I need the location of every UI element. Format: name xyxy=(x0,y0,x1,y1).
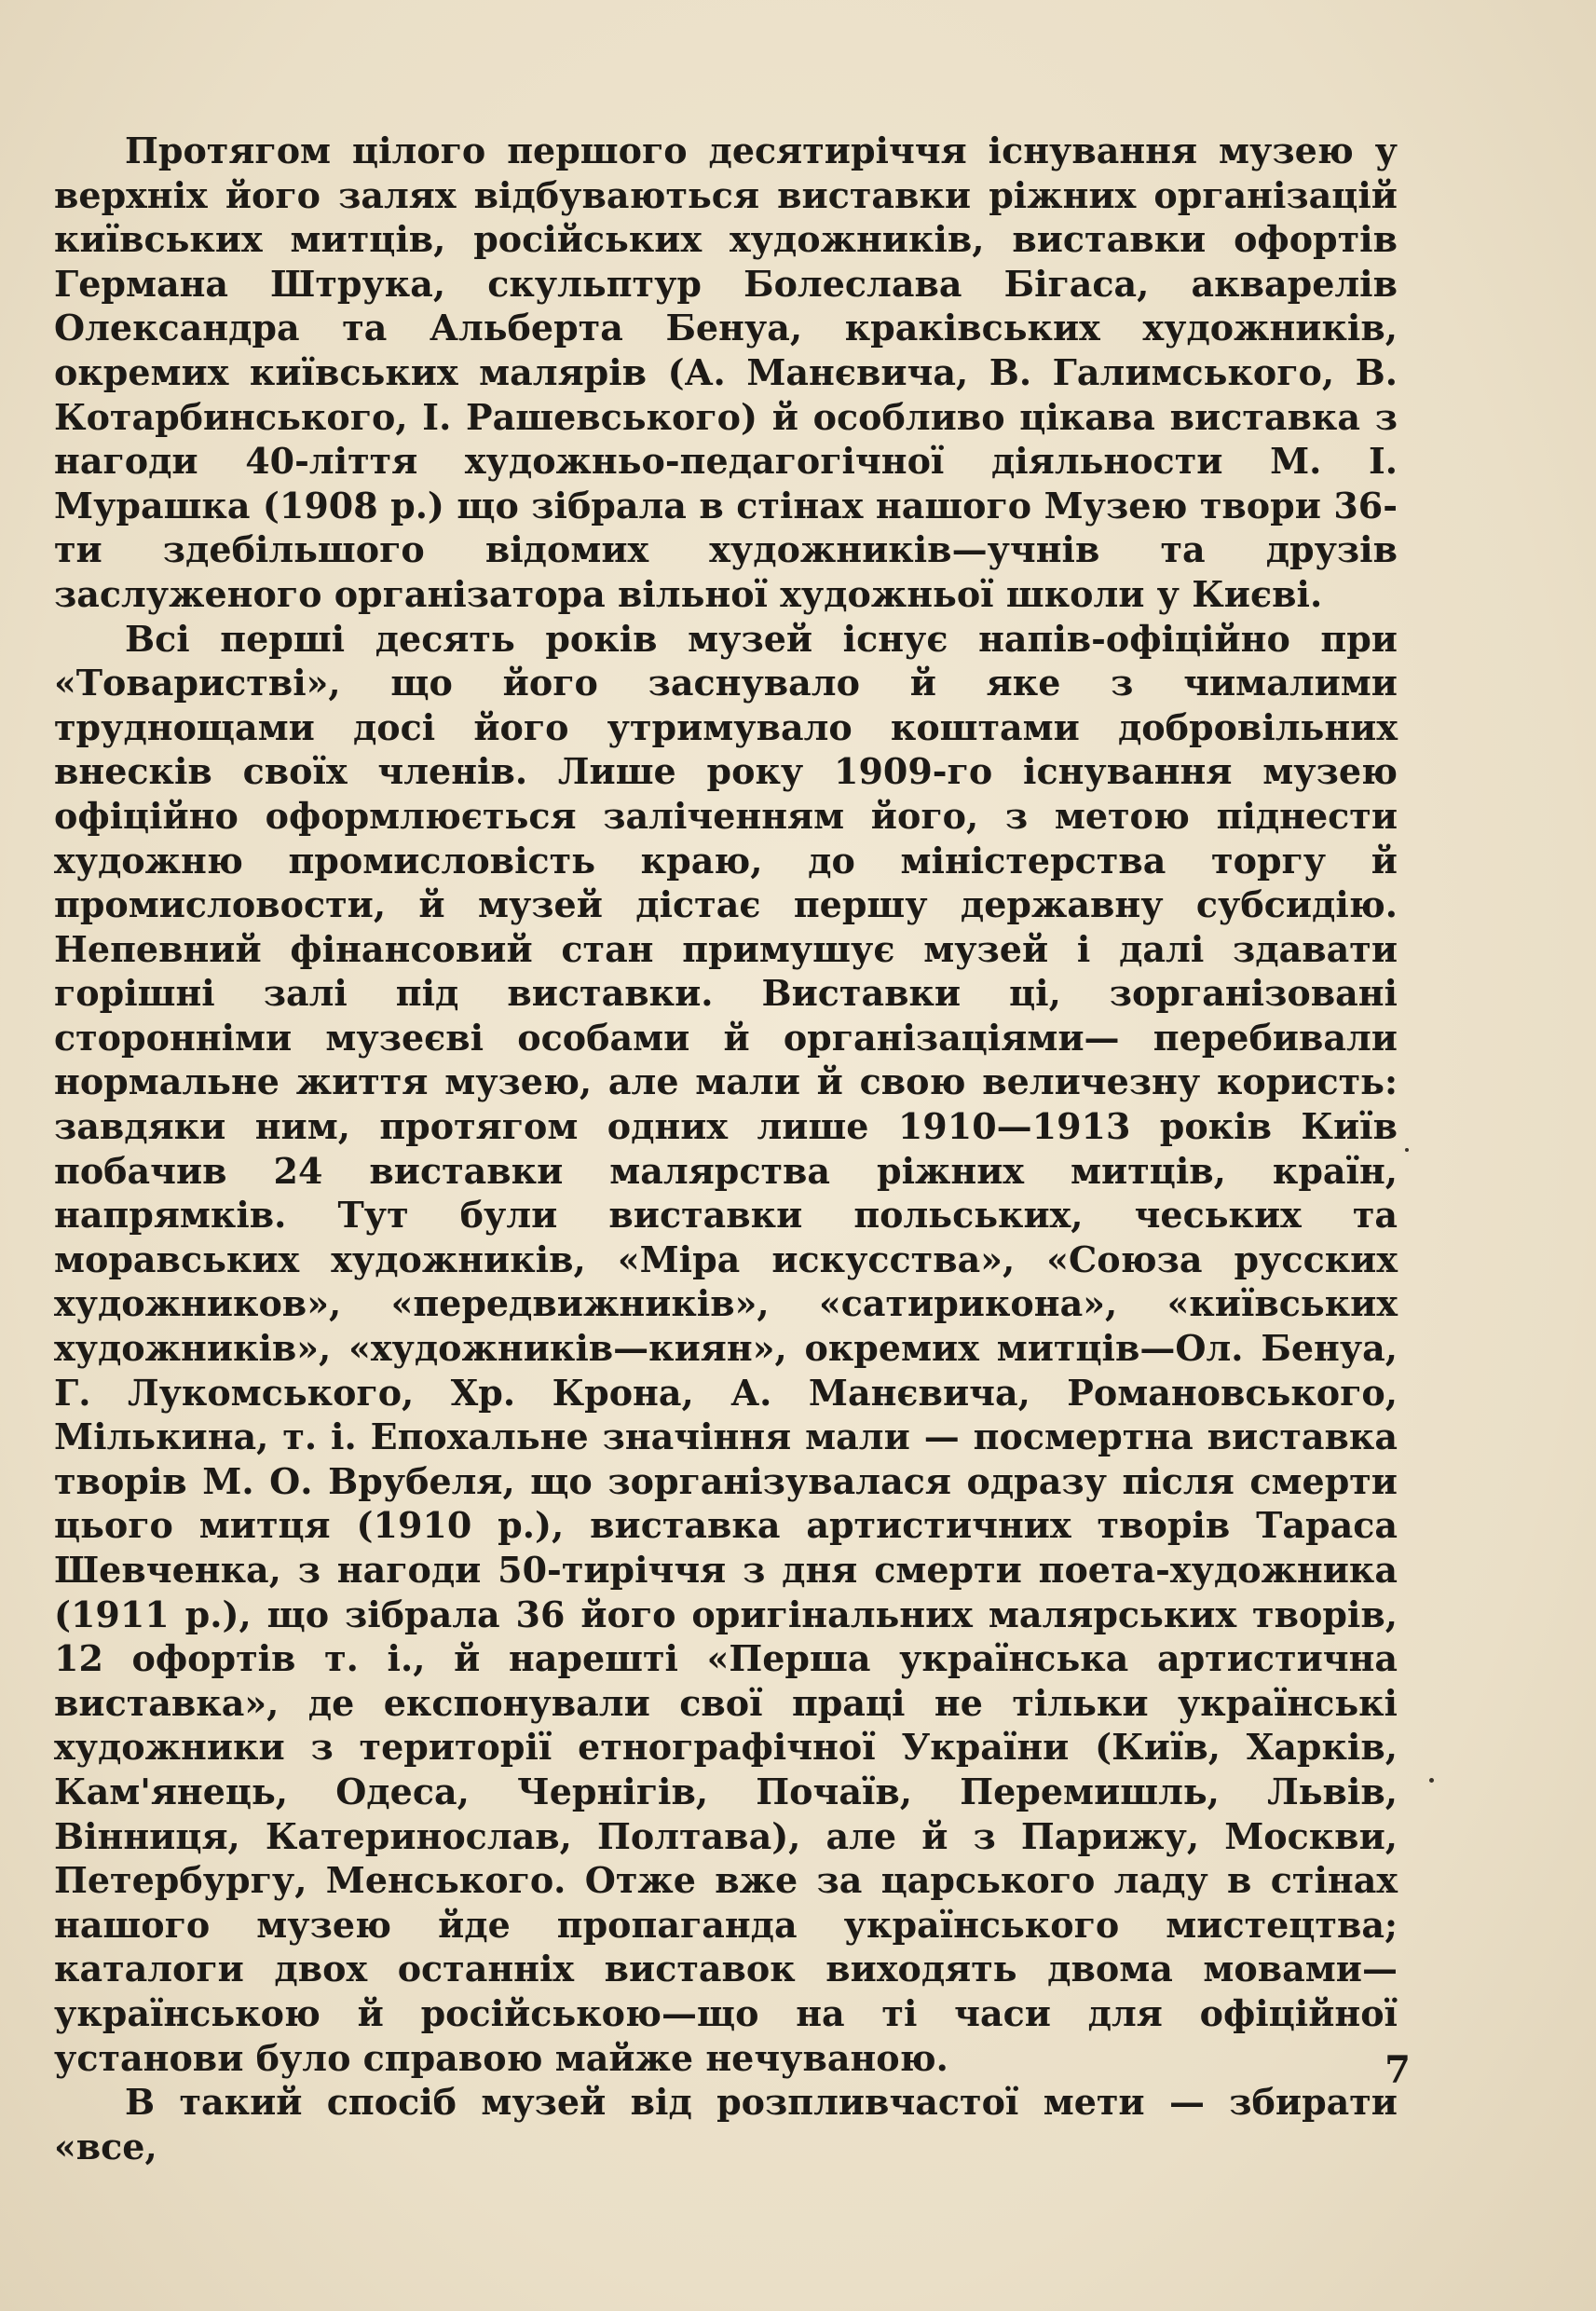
page-number: 7 xyxy=(1385,2048,1411,2092)
ink-speck xyxy=(1429,1778,1434,1783)
body-text xyxy=(54,129,1398,2168)
paragraph: Протягом цілого першого десятиріччя існування музею у верхніх його залях відбуваються виставки ріжних організацій київських митців, російських художників, виставки офортів Германа Штрука, скульптур Болеслава Бігаса, акварелів Олександра та Альберта Бенуа, краківських художників, окремих київських малярів (А. Манєвича, В. Галимського, В. Котарбинського, І. Рашевського) й особливо цікава виставка з нагоди 40-ліття художньо-педагогічної діяльности М. І. Мурашка (1908 р.) що зібрала в стінах нашого Музею твори 36-ти здебільшого відомих художників—учнів та друзів заслуженого організатора вільної художньої школи у Києві. xyxy=(54,130,1398,615)
ink-speck xyxy=(1405,1148,1409,1152)
paragraph: Всі перші десять років музей існує напів-офіційно при «Товаристві», що його заснувало й яке з чималими труднощами досі його утримувало коштами добровільних внесків своїх членів. Лише року 1909-го існування музею офіційно оформлюється заліченням його, з метою піднести художню промисловість краю, до міністерства торгу й промисловости, й музей дістає першу державну субсидію. Непевний фінансовий стан примушує музей і далі здавати горішні залі під виставки. Виставки ці, зорганізовані сторонніми музеєві особами й організаціями— перебивали нормальне життя музею, але мали й свою величезну користь: завдяки ним, протягом одних лише 1910—1913 років Київ побачив 24 виставки малярства ріжних митців, країн, напрямків. Тут були виставки польських, чеських та моравських художників, «Міра искусства», «Союза русских художников», «передвижників», «сатирикона», «київських художників», «художників—киян», окремих митців—Ол. Бенуа, Г. Лукомського, Хр. Крона, А. Манєвича, Романовського, Мількина, т. і. Епохальне значіння мали — посмертна виставка творів М. О. Врубеля, що зорганізувалася одразу після смерти цього митця (1910 р.), виставка артистичних творів Тараса Шевченка, з нагоди 50-тиріччя з дня смерти поета-художника (1911 р.), що зібрала 36 його оригінальних малярських творів, 12 офортів т. і., й нарешті «Перша українська артистична виставка», де експонували свої праці не тільки українські художники з території етнографічної України (Київ, Харків, Кам'янець, Одеса, Чернігів, Почаїв, Перемишль, Львів, Вінниця, Катеринослав, Полтава), але й з Парижу, Москви, Петербургу, Менського. Отже вже за царського ладу в стінах нашого музею йде пропаганда українського мистецтва; каталоги двох останніх виставок виходять двома мовами—українською й російською—що на ті часи для офіційної установи було справою майже нечуваною. xyxy=(54,617,1398,2079)
paragraph: В такий спосіб музей від розпливчастої мети — збирати «все, xyxy=(54,2081,1398,2167)
